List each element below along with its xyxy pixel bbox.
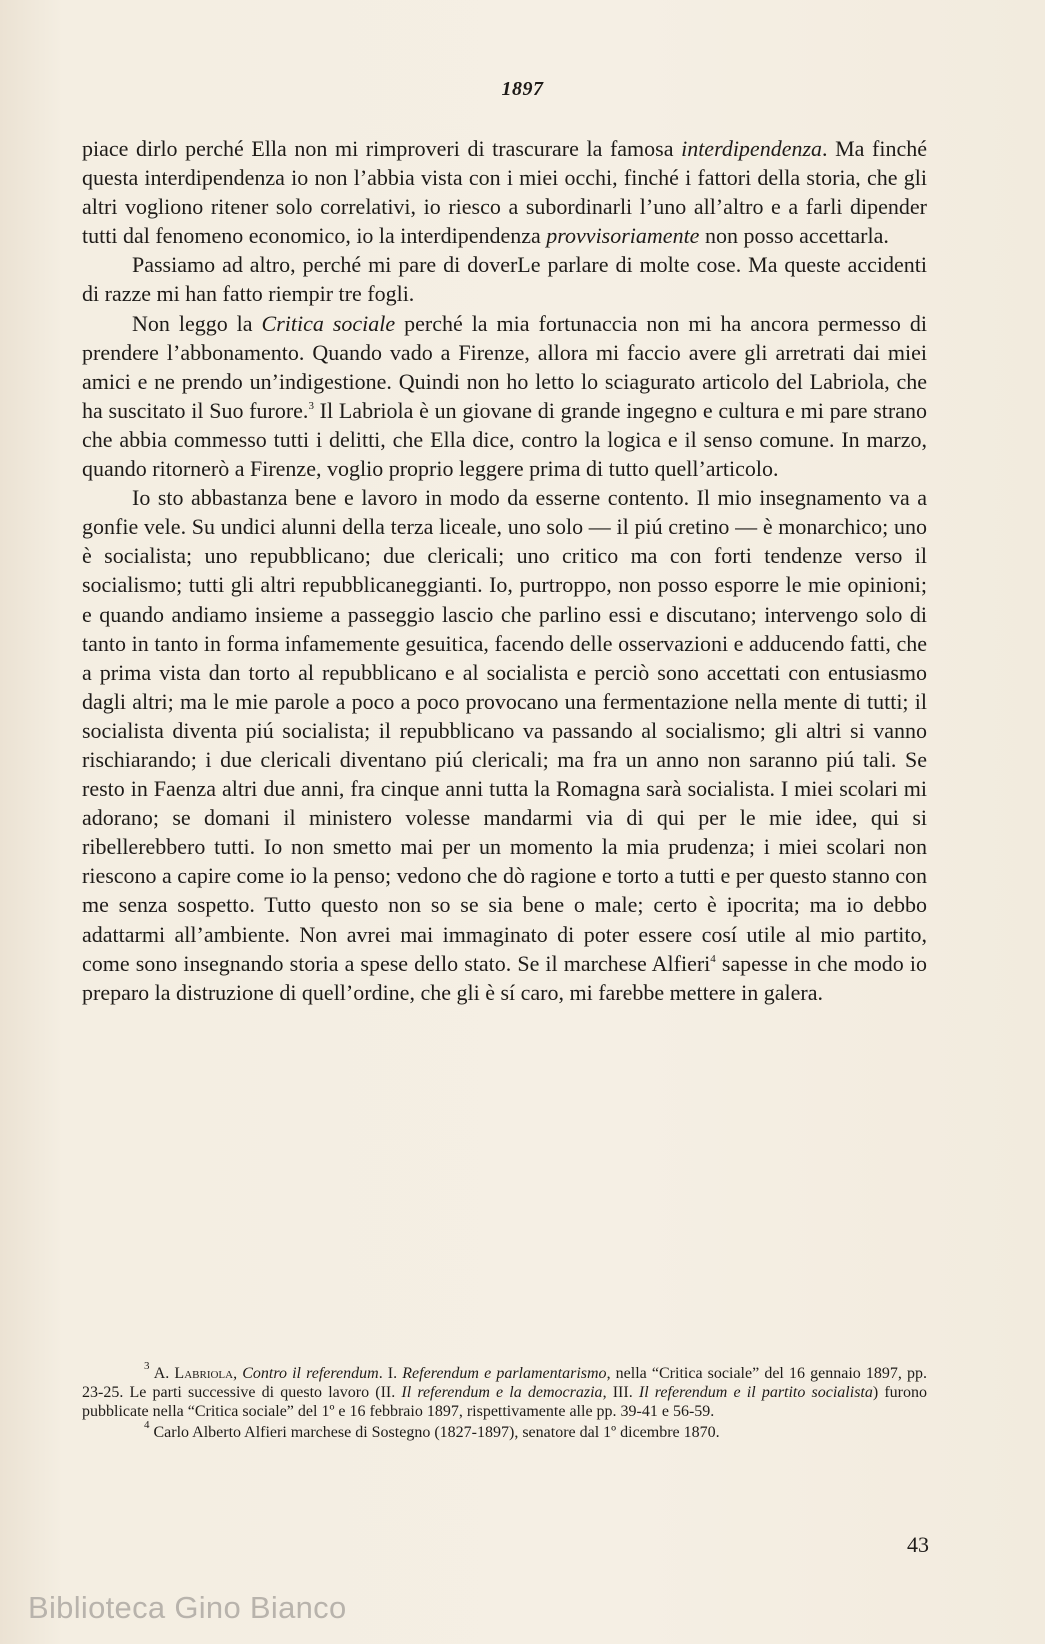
text-run: , [233, 1365, 243, 1382]
text-run: ) furono pubblicate nella “Critica sociale” del 1º e 16 febbraio 1897, rispettivamente alle pp. 39-41 e 56-59. [82, 1384, 928, 1420]
text-run: . Ma finché questa interdipendenza io non l’abbia vista con i miei occhi, finché i fattori della storia, che gli altri vogliono ritener solo correlativi, io riesco a subordinarli l’uno all’altro e a farli dipender tutti dal fenomeno economico, io la interdipendenza [82, 136, 927, 249]
footnote [82, 1419, 927, 1442]
text-run: . I. [378, 1365, 403, 1382]
italic-text: provvisoriamente [546, 223, 700, 249]
paragraph [82, 134, 927, 250]
paragraph [82, 309, 927, 484]
text-run: , nella “Critica sociale” del 16 gennaio 1897, pp. 23-25. Le parti successive di questo lavoro (II. [82, 1365, 928, 1401]
text-run: Non leggo la [132, 310, 262, 336]
text-run: Il Labriola è un giovane di grande ingegno e cultura e mi pare strano che abbia commesso tutti i delitti, che Ella dice, contro la logica e il senso comune. In marzo, quando ritornerò a Firenze, voglio proprio leggere prima di tutto quell’articolo. [82, 397, 927, 482]
italic-text: Referendum e parlamentarismo [402, 1365, 607, 1382]
footnote-marker: 4 [144, 1419, 150, 1431]
footnote-marker: 3 [308, 399, 314, 412]
text-run: non posso accettarla. [699, 223, 889, 249]
paragraph [82, 250, 927, 308]
text-run: Carlo Alberto Alfieri marchese di Sostegno (1827-1897), senatore dal 1º dicembre 1870. [149, 1424, 720, 1441]
text-run: , III. [602, 1384, 639, 1401]
footnotes [82, 1360, 928, 1442]
footnote-marker: 3 [144, 1360, 150, 1372]
footnote [82, 1360, 928, 1421]
paragraph [82, 483, 927, 1007]
italic-text: Il referendum e il partito socialista [638, 1384, 873, 1401]
library-watermark: Biblioteca Gino Bianco [28, 1590, 347, 1625]
text-run: piace dirlo perché Ella non mi rimproveri di trascurare la famosa [82, 136, 682, 161]
letter-body [82, 134, 927, 1007]
text-run: Labriola [174, 1365, 234, 1382]
text-run: sapesse in che modo io preparo la distruzione di quell’ordine, che gli è sí caro, mi farebbe mettere in galera. [82, 950, 927, 1005]
italic-text: Contro il referendum [242, 1365, 379, 1382]
running-head-year: 1897 [501, 78, 544, 100]
italic-text: interdipendenza [681, 136, 823, 161]
footnote-marker: 4 [710, 952, 716, 965]
text-run: Passiamo ad altro, perché mi pare di doverLe parlare di molte cose. Ma queste accidenti di razze mi han fatto riempir tre fogli. [82, 252, 927, 307]
text-run: Io sto abbastanza bene e lavoro in modo da esserne contento. Il mio insegnamento va a gonfie vele. Su undici alunni della terza liceale, uno solo — il piú cretino — è monarchico; uno è socialista; uno repubblicano; due clericali; uno critico ma con forti tendenze verso il socialismo; tutti gli altri repubblicaneggianti. Io, purtroppo, non posso esporre le mie opinioni; e quando andiamo insieme a passeggio lascio che parlino essi e discutano; intervengo solo di tanto in tanto in forma infamemente gesuitica, facendo delle osservazioni e adducendo fatti, che a prima vista dan torto al repubblicano e al socialista e perciò sono accettati con entusiasmo dagli altri; ma le mie parole a poco a poco provocano una fermentazione nella mente di tutti; il socialista diventa piú socialista; il repubblicano va passando al socialismo; gli altri si vanno rischiarando; i due clericali diventano piú clericali; ma fra un anno non saranno piú tali. Se resto in Faenza altri due anni, fra cinque anni tutta la Romagna sarà socialista. I miei scolari mi adorano; se domani il ministero volesse mandarmi via di qui per le mie idee, qui si ribellerebbero tutti. Io non smetto mai per un momento la mia prudenza; i miei scolari non riescono a capire come io la penso; vedono che dò ragione e torto a tutti e per questo stanno con me senza sospetto. Tutto questo non so se sia bene o male; certo è ipocrita; ma io debbo adattarmi all’ambiente. Non avrei mai immaginato di poter essere cosí utile al mio partito, come sono insegnando storia a spese dello stato. Se il marchese Alfieri [82, 485, 927, 976]
italic-text: Critica sociale [261, 310, 396, 336]
page-number: 43 [907, 1532, 929, 1557]
text-run: perché la mia fortunaccia non mi ha ancora permesso di prendere l’abbonamento. Quando vado a Firenze, allora mi faccio avere gli arretrati dai miei amici e ne prendo un’indigestione. Quindi non ho letto lo sciagurato articolo del Labriola, che ha suscitato il Suo furore. [82, 310, 927, 423]
text-run: A. [149, 1365, 175, 1382]
italic-text: Il referendum e la democrazia [401, 1384, 603, 1401]
